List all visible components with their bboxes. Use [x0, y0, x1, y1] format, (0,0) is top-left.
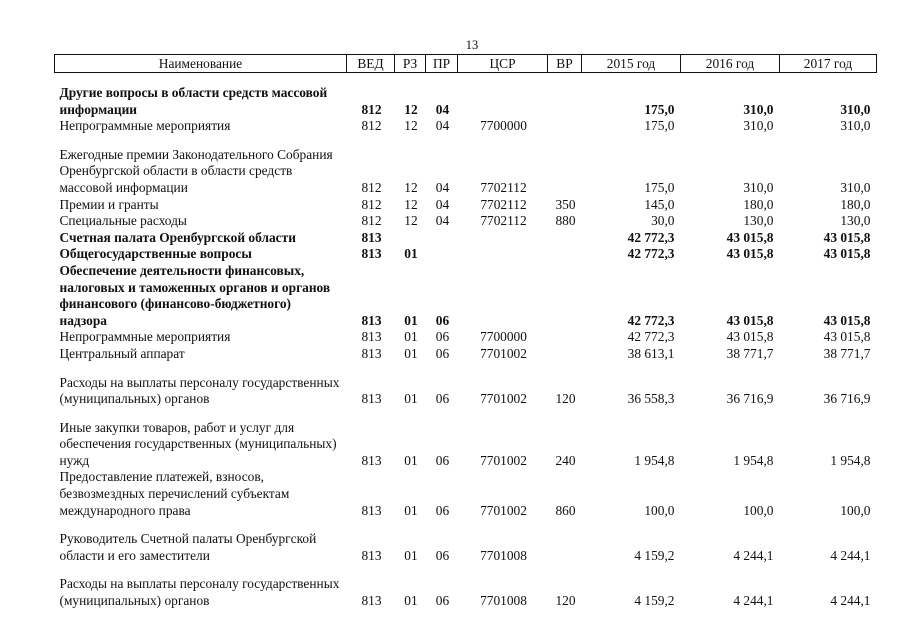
row-vr: [548, 246, 582, 263]
header-2016: 2016 год: [681, 55, 780, 73]
row-2017: 38 771,7: [823, 345, 871, 361]
row-vr: [548, 263, 582, 329]
row-vr: [548, 118, 582, 135]
row-2015: 42 772,3: [627, 329, 675, 345]
row-rz: 12: [404, 118, 418, 134]
row-pr: [426, 246, 458, 263]
row-pr: 04: [435, 213, 450, 229]
row-pr: 04: [435, 196, 450, 212]
row-ved: 812: [361, 213, 382, 229]
row-name: Предоставление платежей, взносов, безвозмездных перечислений субъектам международного права: [59, 469, 290, 518]
row-2017: 180,0: [840, 196, 871, 212]
row-csr: [458, 246, 548, 263]
row-vr: 860: [555, 502, 576, 518]
row-2017: 43 015,8: [823, 229, 871, 245]
row-2017: 310,0: [840, 118, 871, 134]
row-csr: [458, 73, 548, 119]
row-csr: 7700000: [480, 329, 527, 345]
row-2017: 43 015,8: [823, 312, 871, 328]
row-ved: 813: [361, 329, 382, 345]
row-ved: 813: [361, 312, 382, 328]
table-row: [55, 73, 877, 119]
row-2017: 100,0: [840, 502, 871, 518]
row-2017: 1 954,8: [830, 452, 871, 468]
row-ved: 813: [361, 502, 382, 518]
row-vr: 240: [555, 452, 576, 468]
row-csr: 7702112: [480, 196, 527, 212]
row-ved: 812: [361, 118, 382, 134]
row-vr: 120: [555, 593, 576, 609]
row-ved: 813: [361, 452, 382, 468]
row-rz: 01: [404, 593, 418, 609]
row-rz: 01: [404, 312, 418, 328]
row-vr: [548, 135, 582, 197]
row-vr: 120: [555, 391, 576, 407]
header-vr: ВР: [548, 55, 582, 73]
row-2017: 4 244,1: [830, 593, 871, 609]
table-row: [55, 329, 877, 346]
row-csr: [458, 263, 548, 329]
page-number: 13: [465, 38, 479, 52]
row-2017: 43 015,8: [823, 329, 871, 345]
row-name: Непрограммные мероприятия: [59, 329, 231, 345]
row-csr: 7701002: [480, 452, 527, 468]
row-vr: [548, 519, 582, 564]
row-2016: 100,0: [743, 502, 774, 518]
row-name: Другие вопросы в области средств массовой информации: [59, 85, 328, 117]
row-name: Премии и гранты: [59, 196, 159, 212]
row-rz: 01: [404, 345, 418, 361]
row-pr: 06: [435, 329, 450, 345]
row-2016: 130,0: [743, 213, 774, 229]
row-name: Обеспечение деятельности финансовых, налоговых и таможенных органов и органов финансового (финансово-бюджетного) надзора: [59, 262, 331, 328]
row-2016: 310,0: [743, 118, 774, 134]
row-2015: 175,0: [644, 179, 675, 195]
row-2015: 100,0: [644, 502, 675, 518]
row-csr: 7701008: [480, 593, 527, 609]
row-2016: 4 244,1: [733, 593, 774, 609]
row-name: Ежегодные премии Законодательного Собрания Оренбургской области в области средств массовой информации: [59, 146, 333, 195]
row-pr: [426, 230, 458, 247]
row-pr: 06: [435, 391, 450, 407]
row-ved: 812: [361, 179, 382, 195]
table-row: [55, 469, 877, 519]
row-rz: 01: [404, 246, 418, 262]
row-csr: 7701008: [480, 547, 527, 563]
row-rz: 01: [404, 452, 418, 468]
row-pr: 06: [435, 593, 450, 609]
row-2017: 310,0: [840, 101, 871, 117]
row-2016: 43 015,8: [726, 329, 774, 345]
header-name: Наименование: [55, 55, 347, 73]
row-vr: 880: [555, 213, 576, 229]
row-vr: [548, 346, 582, 363]
row-vr: [548, 230, 582, 247]
row-ved: 812: [361, 101, 382, 117]
row-ved: 813: [361, 391, 382, 407]
row-2016: 43 015,8: [726, 312, 774, 328]
budget-table: [54, 54, 877, 610]
table-row: [55, 363, 877, 408]
row-csr: [458, 230, 548, 247]
row-2015: 38 613,1: [627, 345, 675, 361]
row-vr: [548, 73, 582, 119]
row-rz: 01: [404, 329, 418, 345]
row-rz: 12: [404, 213, 418, 229]
row-ved: 813: [361, 547, 382, 563]
row-pr: 06: [435, 345, 450, 361]
row-name: Расходы на выплаты персоналу государственных (муниципальных) органов: [59, 576, 340, 609]
row-rz: 12: [404, 179, 418, 195]
table-row: [55, 519, 877, 564]
row-2016: 4 244,1: [733, 547, 774, 563]
row-2017: 43 015,8: [823, 246, 871, 262]
row-csr: 7701002: [480, 345, 527, 361]
row-name: Счетная палата Оренбургской области: [59, 229, 296, 245]
row-csr: 7701002: [480, 391, 527, 407]
header-2015: 2015 год: [582, 55, 681, 73]
row-ved: 813: [361, 246, 382, 262]
row-2015: 30,0: [651, 213, 675, 229]
table-row: [55, 197, 877, 214]
row-rz: [395, 230, 426, 247]
table-row: [55, 263, 877, 329]
row-name: Центральный аппарат: [59, 345, 185, 361]
table-body: [55, 73, 877, 610]
table-row: [55, 564, 877, 609]
row-2015: 42 772,3: [627, 229, 675, 245]
row-vr: 350: [555, 196, 576, 212]
table-row: [55, 118, 877, 135]
table-row: [55, 135, 877, 197]
row-pr: 04: [435, 101, 450, 117]
row-2016: 43 015,8: [726, 229, 774, 245]
row-rz: 01: [404, 502, 418, 518]
row-2015: 4 159,2: [634, 547, 675, 563]
row-name: Специальные расходы: [59, 213, 187, 229]
row-csr: 7701002: [480, 502, 527, 518]
row-2017: 4 244,1: [830, 547, 871, 563]
row-2016: 36 716,9: [726, 391, 774, 407]
table-row: [55, 213, 877, 230]
header-rz: РЗ: [395, 55, 426, 73]
row-ved: 813: [361, 345, 382, 361]
row-vr: [548, 329, 582, 346]
header-ved: ВЕД: [347, 55, 395, 73]
row-pr: 04: [435, 179, 450, 195]
row-pr: 06: [435, 502, 450, 518]
header-pr: ПР: [426, 55, 458, 73]
row-2015: 1 954,8: [634, 452, 675, 468]
row-2016: 310,0: [743, 179, 774, 195]
header-2017: 2017 год: [780, 55, 877, 73]
table-header-row: [55, 55, 877, 73]
row-2015: 36 558,3: [627, 391, 675, 407]
table-row: [55, 346, 877, 363]
table-row: [55, 246, 877, 263]
row-2017: 310,0: [840, 179, 871, 195]
row-ved: 813: [361, 593, 382, 609]
row-pr: 06: [435, 312, 450, 328]
table-row: [55, 230, 877, 247]
row-2015: 42 772,3: [627, 312, 675, 328]
row-2017: 130,0: [840, 213, 871, 229]
row-2016: 38 771,7: [726, 345, 774, 361]
header-csr: ЦСР: [458, 55, 548, 73]
row-pr: 06: [435, 547, 450, 563]
row-name: Непрограммные мероприятия: [59, 118, 231, 134]
row-name: Руководитель Счетной палаты Оренбургской области и его заместители: [59, 531, 317, 563]
row-2016: 43 015,8: [726, 246, 774, 262]
row-2015: 42 772,3: [627, 246, 675, 262]
row-2016: 310,0: [743, 101, 774, 117]
row-name: Иные закупки товаров, работ и услуг для обеспечения государственных (муниципальных) нужд: [59, 419, 337, 468]
row-rz: 12: [404, 101, 418, 117]
row-rz: 01: [404, 547, 418, 563]
row-name: Расходы на выплаты персоналу государственных (муниципальных) органов: [59, 374, 340, 407]
row-ved: 812: [361, 196, 382, 212]
row-2015: 4 159,2: [634, 593, 675, 609]
row-2015: 175,0: [644, 101, 675, 117]
row-pr: 06: [435, 452, 450, 468]
row-rz: 12: [404, 196, 418, 212]
row-2015: 175,0: [644, 118, 675, 134]
row-2017: 36 716,9: [823, 391, 871, 407]
table-row: [55, 408, 877, 470]
row-ved: 813: [361, 229, 382, 245]
row-csr: 7702112: [480, 213, 527, 229]
row-2016: 1 954,8: [733, 452, 774, 468]
row-rz: 01: [404, 391, 418, 407]
row-csr: 7702112: [480, 179, 527, 195]
row-csr: 7700000: [480, 118, 527, 134]
row-2016: 180,0: [743, 196, 774, 212]
row-name: Общегосударственные вопросы: [59, 246, 252, 262]
row-pr: 04: [435, 118, 450, 134]
row-2015: 145,0: [644, 196, 675, 212]
